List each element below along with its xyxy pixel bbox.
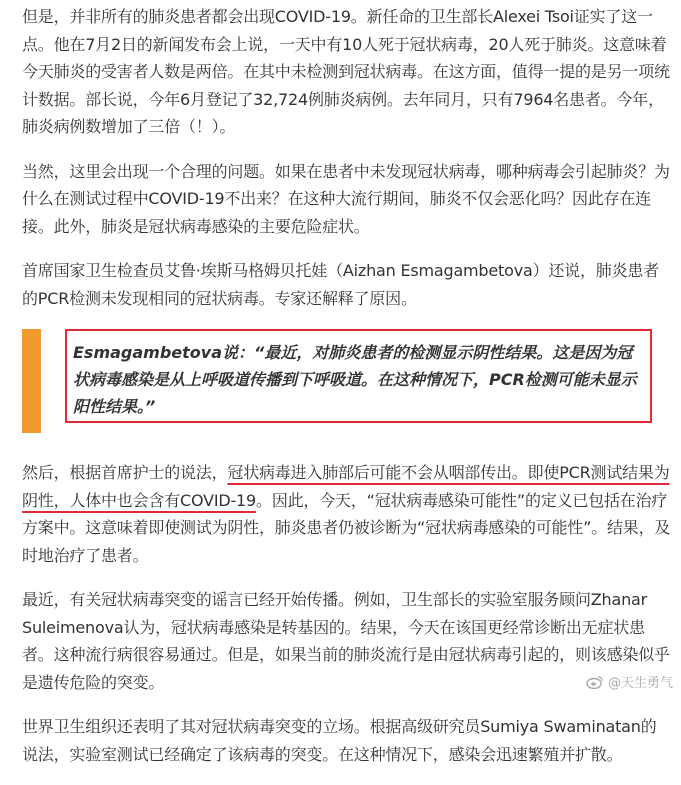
underlined-highlight: 冠状病毒进入肺部后可能不会从咽部传出。即使PCR测试结果为阴性，人体中也会含有COVID-19	[22, 463, 670, 510]
blockquote	[22, 329, 672, 433]
watermark	[586, 672, 673, 691]
paragraph-6: 世界卫生组织还表明了其对冠状病毒突变的立场。根据高级研究员Sumiya Swaminatan的说法，实验室测试已经确定了该病毒的突变。在这种情况下，感染会迅速繁殖并扩散。	[22, 717, 657, 764]
article-body	[22, 0, 672, 785]
paragraph-4-after: 。因此，今天，“冠状病毒感染可能性”的定义已包括在治疗方案中。这意味着即使测试为阴性，肺炎患者仍被诊断为“冠状病毒感染的可能性”。结果，及时地治疗了患者。	[22, 490, 671, 565]
quote-text	[73, 339, 644, 420]
paragraph-4-before: 然后，根据首席护士的说法，	[22, 463, 228, 482]
quote-body: 说：“最近，对肺炎患者的检测显示阴性结果。这是因为冠状病毒感染是从上呼吸道传播到下呼吸道。在这种情况下，PCR检测可能未显示阳性结果。”	[73, 343, 637, 416]
paragraph-2: 当然，这里会出现一个合理的问题。如果在患者中未发现冠状病毒，哪种病毒会引起肺炎？为什么在测试过程中COVID-19不出来？在这种大流行期间，肺炎不仅会恶化吗？因此存在连接。此外，肺炎是冠状病毒感染的主要危险症状。	[22, 161, 670, 236]
paragraph-3: 首席国家卫生检查员艾鲁·埃斯马格姆贝托娃（Aizhan Esmagambetova）还说，肺炎患者的PCR检测未发现相同的冠状病毒。专家还解释了原因。	[22, 261, 659, 308]
quote-highlight-box	[65, 329, 652, 423]
paragraph-5: 最近，有关冠状病毒突变的谣言已经开始传播。例如，卫生部长的实验室服务顾问Zhanar Suleimenova认为，冠状病毒感染是转基因的。结果，今天在该国更经常诊断出无症状患者。这种流行病很容易通过。但是，如果当前的肺炎流行是由冠状病毒引起的，则该感染似乎是遗传危险的突变。	[22, 590, 670, 692]
quote-accent-bar	[22, 329, 41, 433]
watermark-text: @天生勇气	[607, 676, 673, 691]
paragraph-4	[22, 459, 672, 569]
quote-speaker: Esmagambetova	[73, 343, 223, 362]
paragraph-1: 但是，并非所有的肺炎患者都会出现COVID-19。新任命的卫生部长Alexei Tsoi证实了这一点。他在7月2日的新闻发布会上说，一天中有10人死于冠状病毒，20人死于肺炎。这意味着今天肺炎的受害者人数是两倍。在其中未检测到冠状病毒。在这方面，值得一提的是另一项统计数据。部长说，今年6月登记了32,724例肺炎病例。去年同月，只有7964名患者。今年，肺炎病例数增加了三倍（！）。	[22, 7, 670, 136]
weibo-logo-icon	[586, 675, 604, 689]
